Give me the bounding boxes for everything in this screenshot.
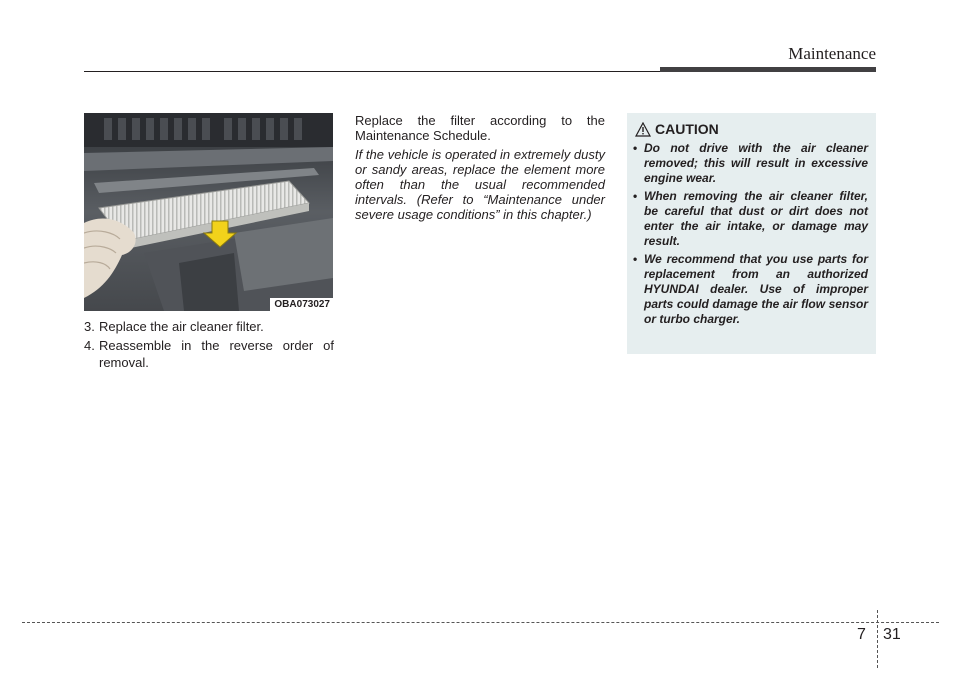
procedure-steps (84, 318, 334, 373)
air-filter-illustration (84, 113, 333, 311)
footer-divider (877, 610, 878, 668)
footer-rule (22, 622, 939, 623)
caution-header (635, 121, 868, 137)
header-rule (84, 71, 660, 72)
caution-item (633, 252, 868, 327)
air-filter-photo (84, 113, 333, 311)
figure-code: OBA073027 (270, 298, 333, 311)
bullet-icon: • (633, 189, 638, 203)
caution-text: Do not drive with the air cleaner removed; this will result in excessive engine wear. (644, 141, 868, 185)
page-number: 31 (883, 626, 901, 643)
severe-usage-paragraph: If the vehicle is operated in extremely dusty or sandy areas, replace the element more often than the usual recommended intervals. (Refer to “Maintenance under severe usage conditions” in this chapter.) (355, 147, 605, 222)
step-number: 3. (84, 319, 95, 334)
bullet-icon: • (633, 252, 638, 266)
caution-box (627, 113, 876, 354)
caution-list (633, 141, 868, 327)
step-number: 4. (84, 338, 95, 353)
step-item (84, 337, 334, 371)
replacement-note (355, 113, 605, 226)
step-text: Reassemble in the reverse order of removal. (99, 338, 334, 370)
section-title: Maintenance (788, 44, 876, 63)
step-item (84, 318, 334, 335)
chapter-number: 7 (857, 626, 866, 643)
caution-text: When removing the air cleaner filter, be careful that dust or dirt does not enter the air intake, or damage may result. (644, 189, 868, 248)
caution-item (633, 189, 868, 249)
warning-triangle-icon (635, 122, 651, 137)
header-rule-accent (660, 67, 876, 72)
caution-item (633, 141, 868, 186)
bullet-icon: • (633, 141, 638, 155)
caution-text: We recommend that you use parts for replacement from an authorized HYUNDAI dealer. Use of improper parts could damage the air flow sensor or turbo charger. (644, 252, 868, 326)
step-text: Replace the air cleaner filter. (99, 319, 264, 334)
caution-title: CAUTION (655, 121, 719, 137)
schedule-paragraph: Replace the filter according to the Maintenance Schedule. (355, 113, 605, 143)
